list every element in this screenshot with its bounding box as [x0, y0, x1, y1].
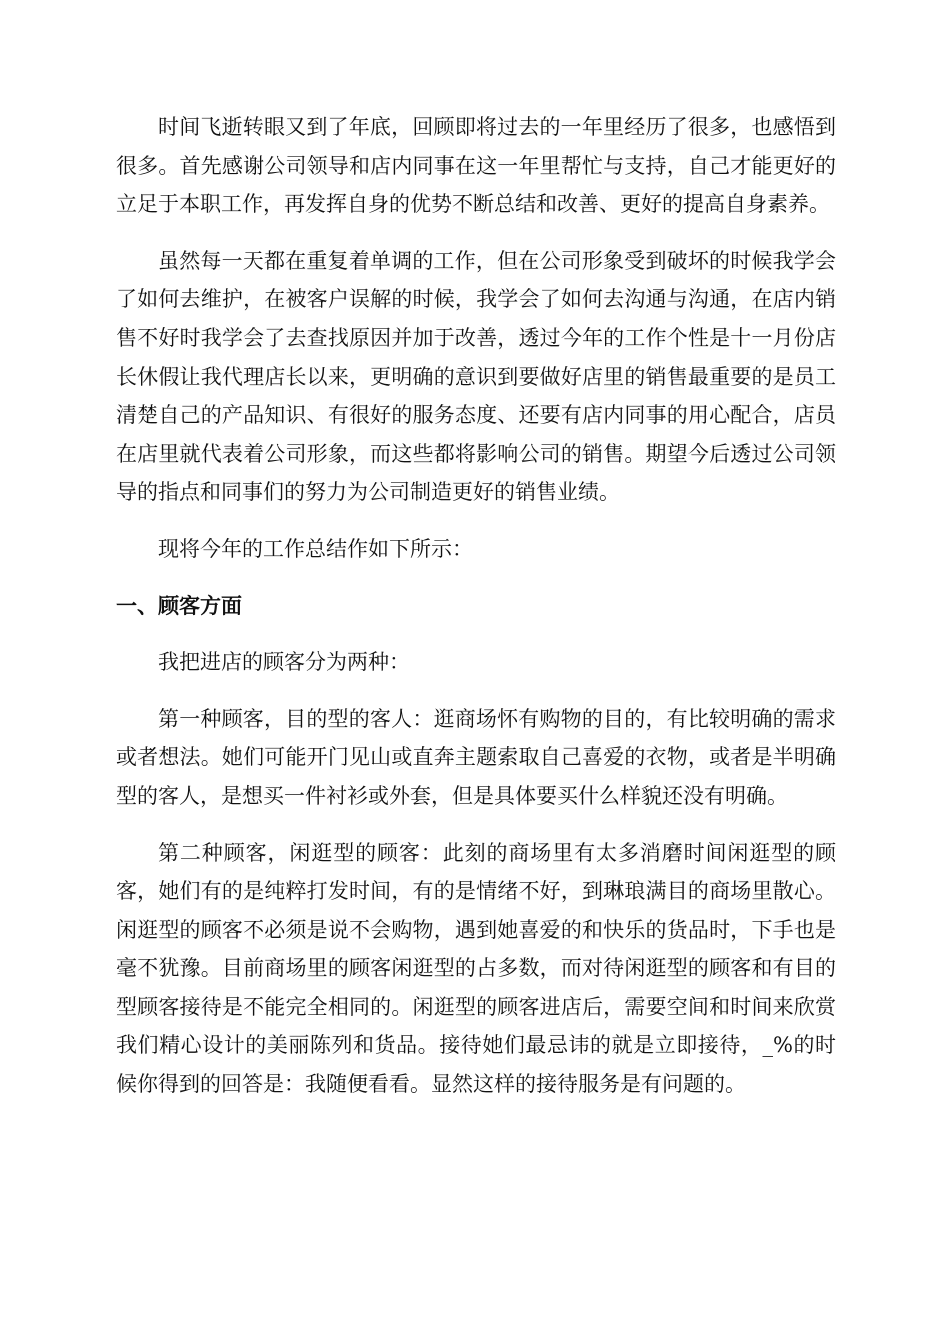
paragraph-customer-types: 我把进店的顾客分为两种：: [158, 650, 410, 675]
paragraph-reflection: 虽然每一天都在重复着单调的工作，但在公司形象受到破坏的时候我学会了如何去维护，在被客户误解的时候，我学会了如何去沟通与沟通，在店内销售不好时我学会了去查找原因并加于改善，透过今年的工作个性是十一月份店长休假让我代理店长以来，更明确的意识到要做好店里的销售最重要的是员工清楚自己的产品知识、有很好的服务态度、还要有店内同事的用心配合，店员在店里就代表着公司形象，而这些都将影响公司的销售。期望今后透过公司领导的指点和同事们的努力为公司制造更好的销售业绩。: [116, 248, 836, 505]
paragraph-intro: 时间飞逝转眼又到了年底，回顾即将过去的一年里经历了很多，也感悟到很多。首先感谢公司领导和店内同事在这一年里帮忙与支持，自己才能更好的立足于本职工作，再发挥自身的优势不断总结和改善、更好的提高自身素养。: [116, 115, 836, 217]
paragraph-browsing-customer: 第二种顾客，闲逛型的顾客：此刻的商场里有太多消磨时间闲逛型的顾客，她们有的是纯粹打发时间，有的是情绪不好，到琳琅满目的商场里散心。闲逛型的顾客不必须是说不会购物，遇到她喜爱的和快乐的货品时，下手也是毫不犹豫。目前商场里的顾客闲逛型的占多数，而对待闲逛型的顾客和有目的型顾客接待是不能完全相同的。闲逛型的顾客进店后，需要空间和时间来欣赏我们精心设计的美丽陈列和货品。接待她们最忌讳的就是立即接待，_%的时候你得到的回答是：我随便看看。显然这样的接待服务是有问题的。: [116, 840, 836, 1097]
paragraph-summary-lead: 现将今年的工作总结作如下所示：: [158, 536, 473, 561]
document-body: [116, 108, 836, 1122]
paragraph-purposeful-customer: 第一种顾客，目的型的客人：逛商场怀有购物的目的，有比较明确的需求或者想法。她们可能开门见山或直奔主题索取自己喜爱的衣物，或者是半明确型的客人，是想买一件衬衫或外套，但是具体要买什么样貌还没有明确。: [116, 706, 836, 808]
section-heading-customers: 一、顾客方面: [116, 593, 242, 618]
